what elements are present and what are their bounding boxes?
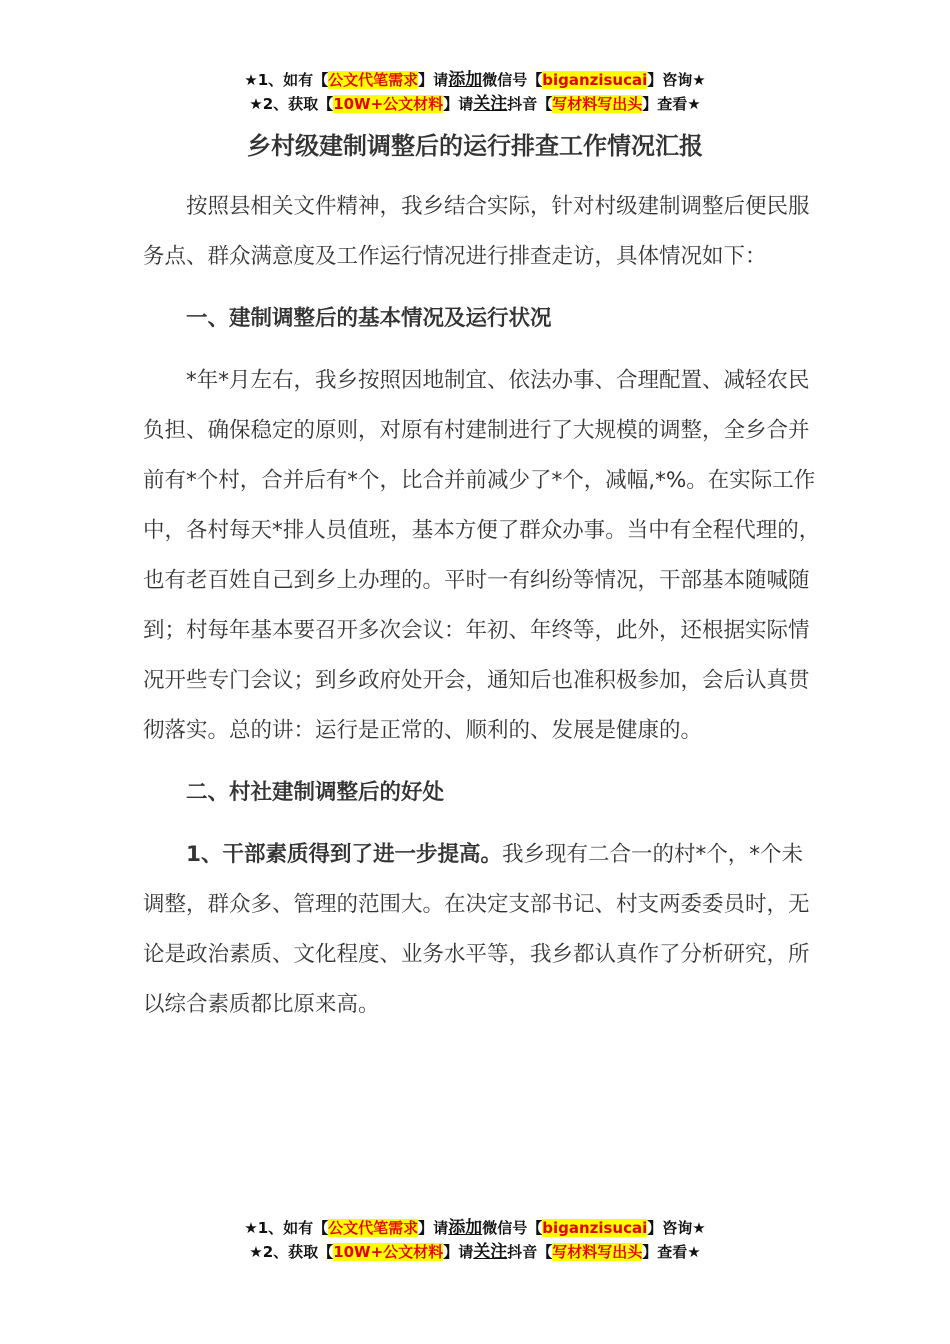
promo-text: 微信号【 bbox=[482, 71, 543, 89]
promo-text: 】请 bbox=[418, 1219, 449, 1237]
point-1-body: 我乡现有二合一的村*个，*个未调整，群众多、管理的范围大。在决定支部书记、村支两委委员时，无论是政治素质、文化程度、业务水平等，我乡都认真作了分析研究，所以综合素质都比原来高。 bbox=[143, 842, 810, 1017]
promo-line-2 bbox=[0, 1240, 950, 1264]
promo-banner-bottom bbox=[0, 1216, 950, 1264]
point-1-paragraph bbox=[143, 830, 823, 1030]
promo-text: 抖音【 bbox=[507, 1243, 553, 1261]
point-1-lead: 1、干部素质得到了进一步提高。 bbox=[186, 842, 502, 867]
section-2-heading: 二、村社建制调整后的好处 bbox=[186, 780, 445, 805]
promo-text: 抖音【 bbox=[507, 95, 553, 113]
promo-highlight: 写材料写出头 bbox=[552, 95, 643, 113]
promo-highlight: 公文代笔需求 bbox=[328, 1219, 419, 1237]
promo-text: ★2、获取【 bbox=[249, 1243, 334, 1261]
promo-emphasis: 添加 bbox=[448, 1218, 483, 1238]
promo-highlight: biganzisucai bbox=[542, 71, 648, 89]
document-title: 乡村级建制调整后的运行排查工作情况汇报 bbox=[247, 132, 703, 160]
promo-text: 】请 bbox=[443, 95, 474, 113]
promo-text: 】咨询★ bbox=[647, 71, 706, 89]
promo-text: ★2、获取【 bbox=[249, 95, 334, 113]
promo-line-1 bbox=[0, 1216, 950, 1240]
promo-emphasis: 添加 bbox=[448, 70, 483, 90]
promo-highlight: 写材料写出头 bbox=[552, 1243, 643, 1261]
promo-line-2 bbox=[0, 92, 950, 116]
promo-emphasis: 关注 bbox=[473, 1242, 508, 1262]
promo-emphasis: 关注 bbox=[473, 94, 508, 114]
promo-text: ★1、如有【 bbox=[244, 1219, 329, 1237]
promo-highlight: biganzisucai bbox=[542, 1219, 648, 1237]
promo-highlight: 10W+公文材料 bbox=[333, 95, 444, 113]
promo-banner-top bbox=[0, 68, 950, 116]
promo-text: ★1、如有【 bbox=[244, 71, 329, 89]
promo-text: 微信号【 bbox=[482, 1219, 543, 1237]
promo-text: 】查看★ bbox=[642, 1243, 701, 1261]
section-1-heading: 一、建制调整后的基本情况及运行状况 bbox=[186, 306, 552, 331]
promo-text: 】查看★ bbox=[642, 95, 701, 113]
promo-line-1 bbox=[0, 68, 950, 92]
promo-text: 】请 bbox=[418, 71, 449, 89]
intro-paragraph: 按照县相关文件精神，我乡结合实际，针对村级建制调整后便民服务点、群众满意度及工作运行情况进行排查走访，具体情况如下： bbox=[143, 194, 810, 269]
document-body bbox=[143, 182, 823, 1030]
promo-text: 】咨询★ bbox=[647, 1219, 706, 1237]
promo-highlight: 10W+公文材料 bbox=[333, 1243, 444, 1261]
promo-text: 】请 bbox=[443, 1243, 474, 1261]
section-1-paragraph: *年*月左右，我乡按照因地制宜、依法办事、合理配置、减轻农民负担、确保稳定的原则，对原有村建制进行了大规模的调整，全乡合并前有*个村，合并后有*个，比合并前减少了*个，减幅,*%。在实际工作中，各村每天*排人员值班，基本方便了群众办事。当中有全程代理的，也有老百姓自己到乡上办理的。平时一有纠纷等情况，干部基本随喊随到；村每年基本要召开多次会议：年初、年终等，此外，还根据实际情况开些专门会议；到乡政府处开会，通知后也准积极参加，会后认真贯彻落实。总的讲：运行是正常的、顺利的、发展是健康的。 bbox=[143, 368, 821, 743]
promo-highlight: 公文代笔需求 bbox=[328, 71, 419, 89]
